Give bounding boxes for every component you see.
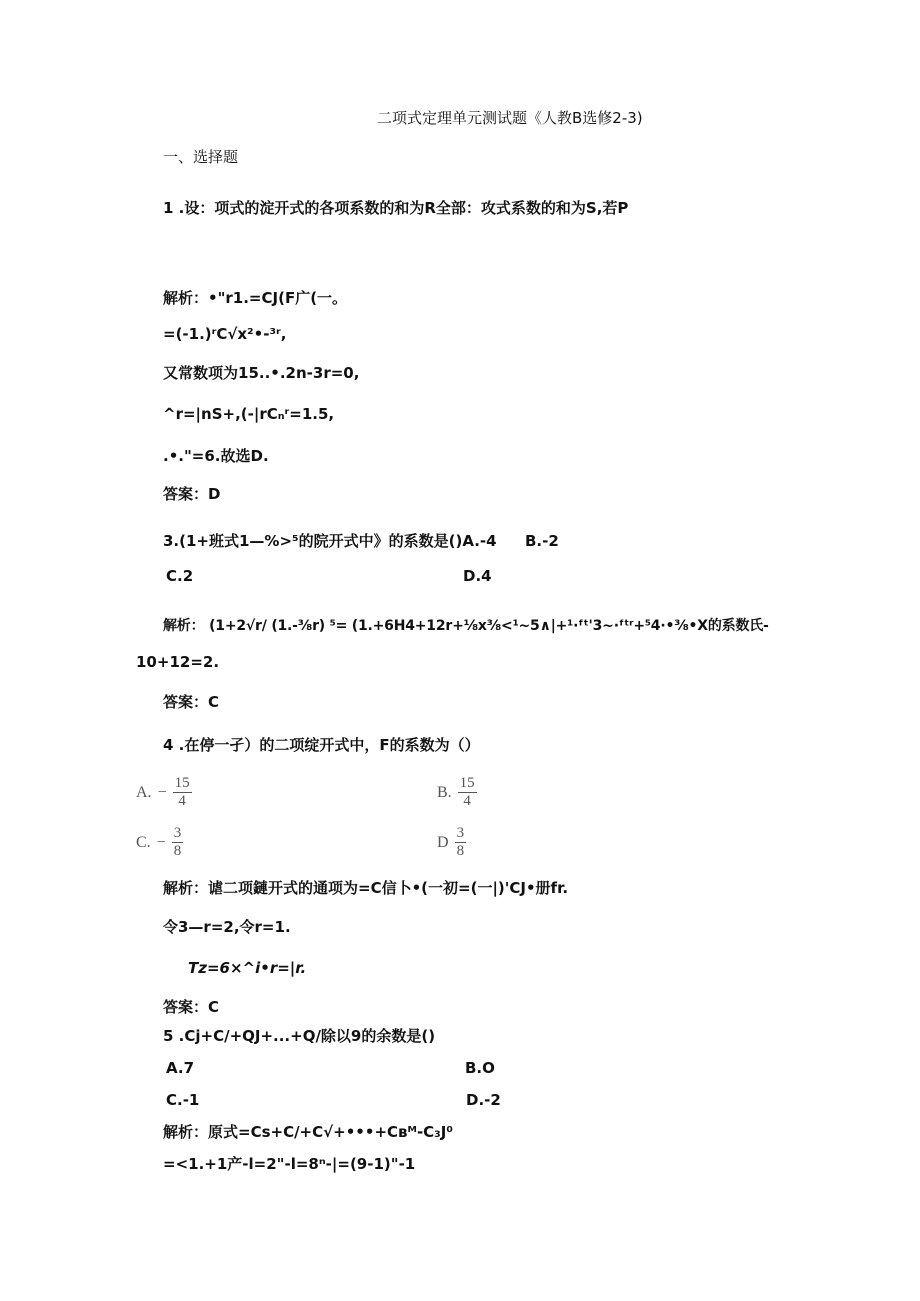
solution-4-line-2: 令3—r=2,令r=1. [163, 918, 291, 936]
answer-4: 答案：C [163, 998, 220, 1016]
answer-1: 答案：D [163, 485, 221, 503]
option-d-fraction [455, 825, 467, 860]
option-b-numerator: 15 [459, 775, 475, 791]
solution-4-line-3: Tz=6×^i•r=|r. [188, 959, 307, 977]
document-title: 二项式定理单元测试题《人教B选修2-3) [377, 109, 643, 127]
option-b-denominator: 4 [463, 793, 471, 809]
question-4-option-d [437, 825, 466, 860]
solution-3-line-2: 10+12=2. [136, 653, 220, 671]
question-3-option-d: D.4 [463, 567, 492, 585]
solution-1-line-1: 解析：•"r1.=CJ(F广(一。 [163, 289, 348, 307]
option-b-label: B. [437, 783, 452, 801]
option-a-label: A. [136, 783, 152, 801]
question-3-option-b: B.-2 [525, 532, 559, 550]
question-3: 3.(1+班式1—%>⁵的院开式中》的系数是()A.-4 [163, 532, 497, 550]
solution-1-line-3: 又常数项为15..•.2n-3r=0, [163, 364, 360, 382]
answer-3: 答案：C [163, 693, 220, 711]
question-5: 5 .Cj+C/+QJ+...+Q/除以9的余数是() [163, 1027, 436, 1045]
option-d-label: D [437, 833, 449, 851]
section-heading: 一、选择题 [163, 148, 239, 166]
option-d-numerator: 3 [456, 825, 465, 841]
solution-5-line-2: =<1.+1产-l=2"-l=8ⁿ-|=(9-1)"-1 [163, 1155, 416, 1173]
option-c-numerator: 3 [173, 825, 182, 841]
question-4: 4 .在停一孑）的二项绽开式中，F的系数为（） [163, 736, 480, 754]
option-c-fraction [172, 825, 184, 860]
question-4-option-a [136, 775, 192, 810]
option-b-fraction [458, 775, 477, 810]
solution-1-line-4: ^r=|nS+,(-|rCₙʳ=1.5, [163, 405, 335, 423]
solution-5-line-1: 解析：原式=Cs+C/+C√+•••+Cʙᴹ-C₃J⁰ [163, 1123, 453, 1141]
option-c-minus: − [156, 833, 166, 851]
solution-4-line-1: 解析：谑二项鏈开式的通项为=C信卜•(一初=(一|)'CJ•册fr. [163, 879, 569, 897]
question-5-option-b: B.O [465, 1059, 495, 1077]
option-c-label: C. [136, 833, 151, 851]
solution-1-line-2: =(-1.)ʳC√x²•-³ʳ, [163, 325, 287, 343]
question-5-option-c: C.-1 [166, 1091, 200, 1109]
option-a-denominator: 4 [178, 793, 186, 809]
question-4-option-b [437, 775, 477, 810]
option-a-minus: − [157, 783, 167, 801]
option-d-denominator: 8 [456, 843, 465, 859]
question-4-option-c [136, 825, 183, 860]
question-5-option-d: D.-2 [466, 1091, 501, 1109]
question-3-option-c: C.2 [166, 567, 194, 585]
solution-3-line-1: 解析： (1+2√r/ (1.-⅜r) ⁵= (1.+6H4+12r+⅛x⅜<¹~5∧|+¹·ᶠᵗ'3~·ᶠᵗʳ+⁵4·•⅜•X的系数氏- [163, 618, 769, 634]
question-1: 1 .设：项式的淀开式的各项系数的和为R全部：攻式系数的和为S,若P [163, 199, 629, 217]
solution-1-line-5: .•."=6.故选D. [163, 447, 269, 465]
option-a-fraction [173, 775, 192, 810]
option-a-numerator: 15 [174, 775, 190, 791]
option-c-denominator: 8 [173, 843, 182, 859]
question-5-option-a: A.7 [166, 1059, 195, 1077]
